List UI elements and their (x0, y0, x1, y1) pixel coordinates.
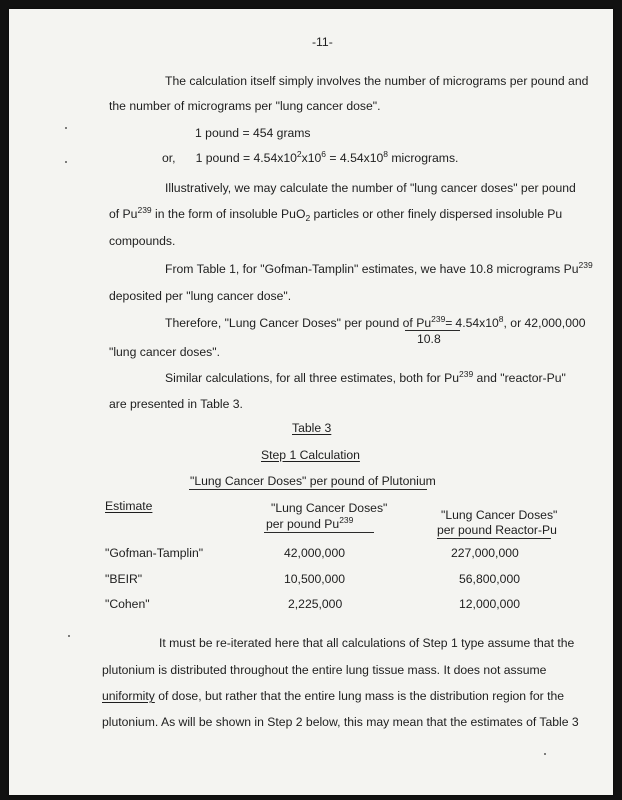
p6-rest: of dose, but rather that the entire lung mass is the distribution region for the (154, 689, 565, 703)
table-subtitle: Step 1 Calculation (261, 448, 360, 462)
paragraph-6-line-1: It must be re-iterated here that all calculations of Step 1 type assume that the (159, 636, 575, 650)
p4-numerator-sup: 8 (498, 314, 504, 324)
fraction-bar (405, 330, 460, 331)
col-header-pu239-line-2 (266, 515, 354, 531)
row-3-reactor: 12,000,000 (459, 597, 520, 611)
equation-pound-grams: 1 pound = 454 grams (195, 126, 311, 140)
table-caption: "Lung Cancer Doses" per pound of Plutonium (190, 474, 436, 488)
p4-numerator: 4.54x10 (455, 316, 499, 330)
scan-speck (65, 127, 67, 129)
eq-lhs: 1 pound = 4.54x10 (195, 151, 297, 165)
paragraph-1-line-2: the number of micrograms per "lung cancer dose". (109, 99, 381, 113)
row-3-estimate: "Cohen" (105, 597, 150, 611)
p2-particles: particles or other finely dispersed insoluble Pu (310, 207, 563, 221)
p6-uniformity: uniformity (102, 689, 155, 703)
row-1-reactor: 227,000,000 (451, 546, 519, 560)
paragraph-1-line-1: The calculation itself simply involves the number of micrograms per pound and (165, 74, 589, 88)
eq-unit: micrograms. (388, 151, 459, 165)
col-header-estimate: Estimate (105, 499, 153, 513)
scan-speck (544, 753, 546, 755)
p4-text: Therefore, "Lung Cancer Doses" per pound of Pu (165, 316, 432, 330)
col-header-reactor-line-2: per pound Reactor-Pu (437, 523, 557, 537)
scan-speck (65, 161, 67, 163)
p4-eq-sign: = (445, 316, 453, 330)
col-pu239-label: per pound Pu (266, 517, 340, 531)
p2-puo2-sub: 2 (305, 213, 311, 223)
paragraph-2-line-3: compounds. (109, 234, 176, 248)
p4-denominator: 10.8 (417, 332, 441, 346)
table-title: Table 3 (292, 421, 332, 435)
scan-speck (68, 635, 70, 637)
row-2-estimate: "BEIR" (105, 572, 143, 586)
p5-text: Similar calculations, for all three estimates, both for Pu (165, 371, 459, 385)
p4-pu-sup: 239 (431, 314, 446, 324)
paragraph-2-line-1: Illustratively, we may calculate the number of "lung cancer doses" per pound (165, 181, 576, 195)
row-2-pu239: 10,500,000 (284, 572, 345, 586)
eq-mid: x10 (301, 151, 322, 165)
paragraph-3-line-2: deposited per "lung cancer dose". (109, 289, 292, 303)
eq-prefix: or, (162, 151, 176, 165)
p3-text: From Table 1, for "Gofman-Tamplin" estimates, we have 10.8 micrograms Pu (165, 262, 579, 276)
equation-pound-micrograms (162, 149, 459, 165)
eq-exp3: 8 (383, 149, 389, 159)
col-pu239-sup: 239 (339, 515, 354, 525)
row-1-estimate: "Gofman-Tamplin" (105, 546, 204, 560)
p2-form: in the form of insoluble PuO (151, 207, 306, 221)
p2-of-pu: of Pu (109, 207, 138, 221)
p4-result: , or 42,000,000 (503, 316, 586, 330)
col-reactor-underline (437, 538, 551, 539)
row-3-pu239: 2,225,000 (288, 597, 343, 611)
row-2-reactor: 56,800,000 (459, 572, 520, 586)
p5-pu-sup: 239 (458, 369, 474, 379)
paragraph-2-line-2 (109, 205, 563, 223)
p3-pu-sup: 239 (578, 260, 593, 270)
p2-pu-sup: 239 (137, 205, 152, 215)
paragraph-5-line-2: are presented in Table 3. (109, 397, 243, 411)
page-number: -11- (312, 35, 333, 49)
eq-exp2: 6 (321, 149, 327, 159)
row-1-pu239: 42,000,000 (284, 546, 345, 560)
eq-equals: = 4.54x10 (326, 151, 384, 165)
paragraph-6-line-4: plutonium. As will be shown in Step 2 below, this may mean that the estimates of Table 3 (102, 715, 579, 729)
col-header-reactor-line-1: "Lung Cancer Doses" (441, 508, 558, 522)
p5-reactor: and "reactor-Pu" (473, 371, 566, 385)
paragraph-6-line-2: plutonium is distributed throughout the entire lung tissue mass. It does not assume (102, 663, 547, 677)
col-pu239-underline (264, 532, 374, 533)
paragraph-4-line-2: "lung cancer doses". (109, 345, 220, 359)
document-page (9, 9, 613, 795)
paragraph-5-line-1 (165, 369, 566, 385)
paragraph-4-line-1 (165, 314, 586, 330)
col-header-pu239-line-1: "Lung Cancer Doses" (271, 501, 388, 515)
caption-underline (189, 489, 427, 490)
eq-exp1: 2 (296, 149, 302, 159)
paragraph-6-line-3 (102, 690, 564, 702)
paragraph-3-line-1 (165, 260, 593, 276)
